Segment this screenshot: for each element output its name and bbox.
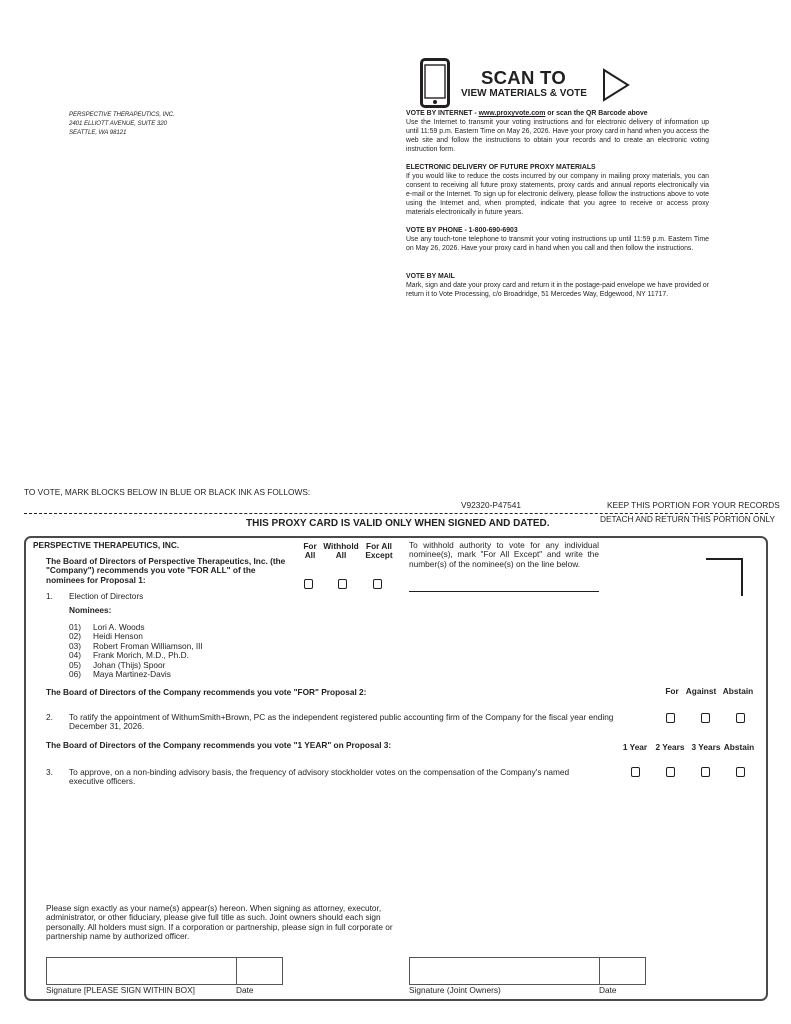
col-header-for-all [300,542,320,561]
nominee-name: Heidi Henson [93,631,143,642]
scan-title: SCAN TO [481,67,567,88]
phone-body: Use any touch-tone telephone to transmit your voting instructions up until 11:59 p.m. Eastern Time on May 26, 2026. Have your proxy card in hand when you call and then follow the instructions. [406,235,709,252]
withhold-instructions: To withhold authority to vote for any individual nominee(s), mark "For All Except" and write the number(s) of the nominee(s) on the line below. [409,540,599,569]
signature-label: Signature [PLEASE SIGN WITHIN BOX] [46,985,195,995]
phone-instructions [406,227,709,254]
col-header-line: For [303,541,317,551]
internet-body: Use the Internet to transmit your voting instructions and for electronic delivery of information up until 11:59 p.m. Eastern Time on May 26, 2026. Have your proxy card in hand when you access the web site and follow the instructions to obtain your records and to create an electronic voting instruction form. [406,118,709,153]
keep-portion-label: KEEP THIS PORTION FOR YOUR RECORDS [607,500,780,510]
except-nominee-line[interactable] [409,591,599,592]
proposal-1-recommendation: The Board of Directors of Perspective Therapeutics, Inc. (the "Company") recommends you vote "FOR ALL" of the nominees for Proposal 1: [46,556,286,585]
address-line: 2401 ELLIOTT AVENUE, SUITE 320 [69,120,167,127]
checkbox-p1-withhold-all[interactable] [338,579,347,589]
nominee-name: Robert Froman Williamson, III [93,640,203,651]
internet-heading [406,110,709,119]
checkbox-p2-against[interactable] [701,713,710,723]
date-box[interactable] [236,957,283,985]
electronic-body: If you would like to reduce the costs incurred by our company in mailing proxy materials, you can consent to receiving all future proxy statements, proxy cards and annual reports electronically via e-mail or the Internet. To sign up for electronic delivery, please follow the instructions above to vote using the Internet and, when prompted, indicate that you agree to receive or access proxy materials electronically in future years. [406,172,709,216]
internet-heading-suffix: or scan the QR Barcode above [545,110,648,117]
phone-icon [420,58,450,108]
nominees-label: Nominees: [69,605,112,615]
col-header-abstain: Abstain [722,686,754,696]
col-header-line: Withhold [323,541,359,551]
validity-notice: THIS PROXY CARD IS VALID ONLY WHEN SIGNED AND DATED. [246,518,550,529]
checkbox-p1-for-all-except[interactable] [373,579,382,589]
registration-mark [706,558,744,596]
company-name: PERSPECTIVE THERAPEUTICS, INC. [33,540,180,550]
signature-box[interactable] [46,957,237,985]
return-address [69,110,175,137]
checkbox-p3-abstain[interactable] [736,767,745,777]
col-header-3-years: 3 Years [691,742,721,752]
internet-instructions [406,110,709,155]
checkbox-p2-abstain[interactable] [736,713,745,723]
checkbox-p3-1-year[interactable] [631,767,640,777]
proposal-3-text: To approve, on a non-binding advisory basis, the frequency of advisory stockholder votes on the compensation of the Company's named executive officers. [69,767,570,787]
proposal-2-recommendation: The Board of Directors of the Company recommends you vote "FOR" Proposal 2: [46,687,367,697]
scan-subtitle: VIEW MATERIALS & VOTE [461,88,587,99]
joint-date-label: Date [599,985,617,995]
checkbox-p3-3-years[interactable] [701,767,710,777]
electronic-heading: ELECTRONIC DELIVERY OF FUTURE PROXY MATERIALS [406,164,596,171]
proposal-3-recommendation: The Board of Directors of the Company recommends you vote "1 YEAR" on Proposal 3: [46,740,392,750]
proposal-3-number: 3. [46,767,53,777]
nominee-number: 06) [69,669,81,680]
proposal-2-text: To ratify the appointment of WithumSmith+Brown, PC as the independent registered public accounting firm of the Company for the fiscal year ending December 31, 2026. [69,712,614,732]
checkbox-p2-for[interactable] [666,713,675,723]
col-header-for-all-except [361,542,397,561]
nominee-number: 03) [69,640,81,651]
col-header-line: Except [365,550,393,561]
checkbox-p3-2-years[interactable] [666,767,675,777]
col-header-abstain: Abstain [723,742,755,752]
nominee-name: Lori A. Woods [93,622,145,632]
nominee-name: Johan (Thijs) Spoor [93,659,166,670]
date-label: Date [236,985,254,995]
control-number: V92320-P47541 [461,500,521,510]
col-header-for: For [665,686,679,696]
proposal-1-title: Election of Directors [69,591,144,601]
phone-heading: VOTE BY PHONE - 1-800-690-6903 [406,227,518,234]
mail-heading: VOTE BY MAIL [406,273,455,280]
address-line: PERSPECTIVE THERAPEUTICS, INC. [69,111,175,118]
internet-heading-prefix: VOTE BY INTERNET - [406,110,479,117]
col-header-line: For All [366,541,392,551]
checkbox-p1-for-all[interactable] [304,579,313,589]
col-header-1-year: 1 Year [622,742,648,752]
joint-date-box[interactable] [599,957,646,985]
proposal-2-number: 2. [46,712,53,722]
play-arrow-icon [602,68,630,102]
mail-body: Mark, sign and date your proxy card and return it in the postage-paid envelope we have provided or return it to Vote Processing, c/o Broadridge, 51 Mercedes Way, Edgewood, NY 11717. [406,281,709,298]
col-header-2-years: 2 Years [655,742,685,752]
col-header-against: Against [685,686,717,696]
nominee-number: 05) [69,659,81,670]
electronic-delivery-instructions [406,164,709,217]
col-header-withhold-all [319,542,363,561]
joint-signature-box[interactable] [409,957,600,985]
nominee-name: Frank Morich, M.D., Ph.D. [93,650,189,661]
address-line: SEATTLE, WA 98121 [69,129,127,136]
col-header-line: All [304,550,316,561]
nominee-row [69,670,203,679]
nominee-number: 01) [69,622,81,632]
nominee-number: 02) [69,631,81,642]
mail-instructions [406,273,709,300]
proposal-1-number: 1. [46,591,53,601]
joint-signature-label: Signature (Joint Owners) [409,985,501,995]
proxyvote-link[interactable]: www.proxyvote.com [478,110,546,117]
nominee-name: Maya Martinez-Davis [93,669,171,680]
marking-instructions: TO VOTE, MARK BLOCKS BELOW IN BLUE OR BLACK INK AS FOLLOWS: [24,487,311,497]
detach-portion-label: DETACH AND RETURN THIS PORTION ONLY [600,514,776,524]
signing-instructions: Please sign exactly as your name(s) appear(s) hereon. When signing as attorney, executor, administrator, or other fiduciary, please give full title as such. Joint owners should each sign personally. All holders must sign. If a corporation or partnership, please sign in full corporate or partnership name by authorized officer. [46,903,393,942]
nominee-list [69,623,203,679]
col-header-line: All [335,550,347,561]
nominee-number: 04) [69,650,81,661]
